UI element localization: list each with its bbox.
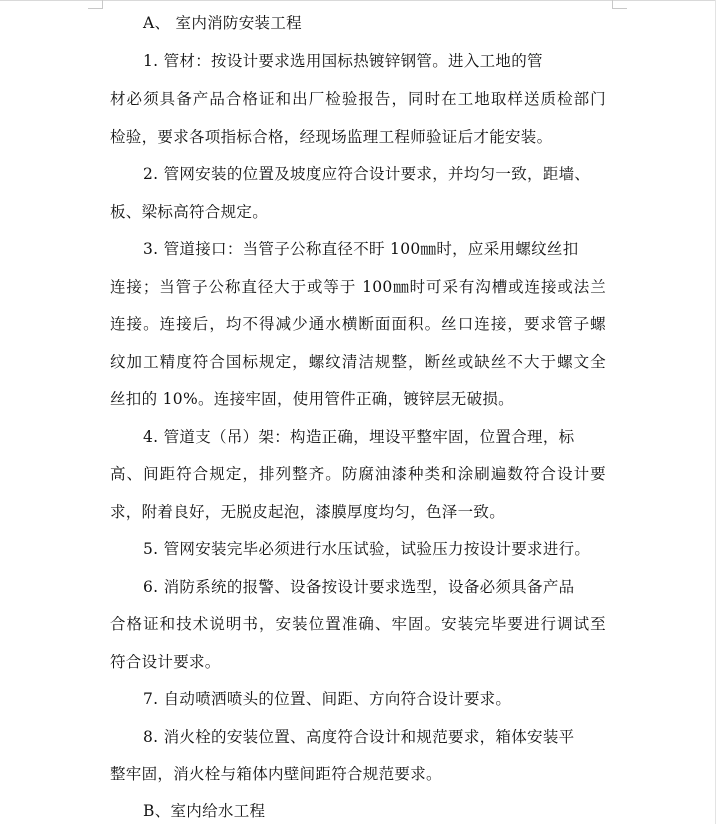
paragraph-line: 丝扣的 10%。连接牢固，使用管件正确，镀锌层无破损。 <box>110 390 514 408</box>
paragraph-line: 材必须具备产品合格证和出厂检验报告，同时在工地取样送质检部门 <box>110 90 606 108</box>
paragraph-line: 1. 管材：按设计要求选用国标热镀锌钢管。进入工地的管 <box>143 52 543 70</box>
paragraph-line: 4. 管道支（吊）架：构造正确，埋设平整牢固，位置合理，标 <box>143 428 575 446</box>
paragraph-line: 7. 自动喷洒喷头的位置、间距、方向符合设计要求。 <box>143 690 512 708</box>
page-top-border <box>0 0 716 1</box>
paragraph-line: 5. 管网安装完毕必须进行水压试验，试验压力按设计要求进行。 <box>143 540 591 558</box>
paragraph-line: 8. 消火栓的安装位置、高度符合设计和规范要求，箱体安装平 <box>143 728 575 746</box>
section-heading-b: B、室内给水工程 <box>143 802 266 820</box>
paragraph-line: 板、梁标高符合规定。 <box>110 203 269 221</box>
paragraph-line: 连接；当管子公称直径大于或等于 100㎜时可采有沟槽或连接或法兰 <box>110 278 606 296</box>
paragraph-line: 纹加工精度符合国标规定，螺纹清洁规整，断丝或缺丝不大于螺文全 <box>110 353 606 371</box>
margin-corner-mark-right <box>612 0 627 9</box>
paragraph-line: 3. 管道接口：当管子公称直径不盱 100㎜时，应采用螺纹丝扣 <box>143 240 579 258</box>
margin-corner-mark-left <box>88 0 103 9</box>
paragraph-line: 求，附着良好，无脱皮起泡，漆膜厚度均匀，色泽一致。 <box>110 503 506 521</box>
paragraph-line: 整牢固，消火栓与箱体内壁间距符合规范要求。 <box>110 765 442 783</box>
paragraph-line: 高、间距符合规定，排列整齐。防腐油漆种类和涂刷遍数符合设计要 <box>110 465 606 483</box>
paragraph-line: 2. 管网安装的位置及坡度应符合设计要求，并均匀一致，距墙、 <box>143 165 591 183</box>
paragraph-line: 符合设计要求。 <box>110 653 221 671</box>
section-heading-a: A、 室内消防安装工程 <box>143 14 302 32</box>
paragraph-line: 6. 消防系统的报警、设备按设计要求选型，设备必须具备产品 <box>143 578 575 596</box>
paragraph-line: 连接。连接后，均不得减少通水横断面面积。丝口连接，要求管子螺 <box>110 315 606 333</box>
paragraph-line: 检验，要求各项指标合格，经现场监理工程师验证后才能安装。 <box>110 128 553 146</box>
paragraph-line: 合格证和技术说明书，安装位置准确、牢固。安装完毕要进行调试至 <box>110 615 606 633</box>
